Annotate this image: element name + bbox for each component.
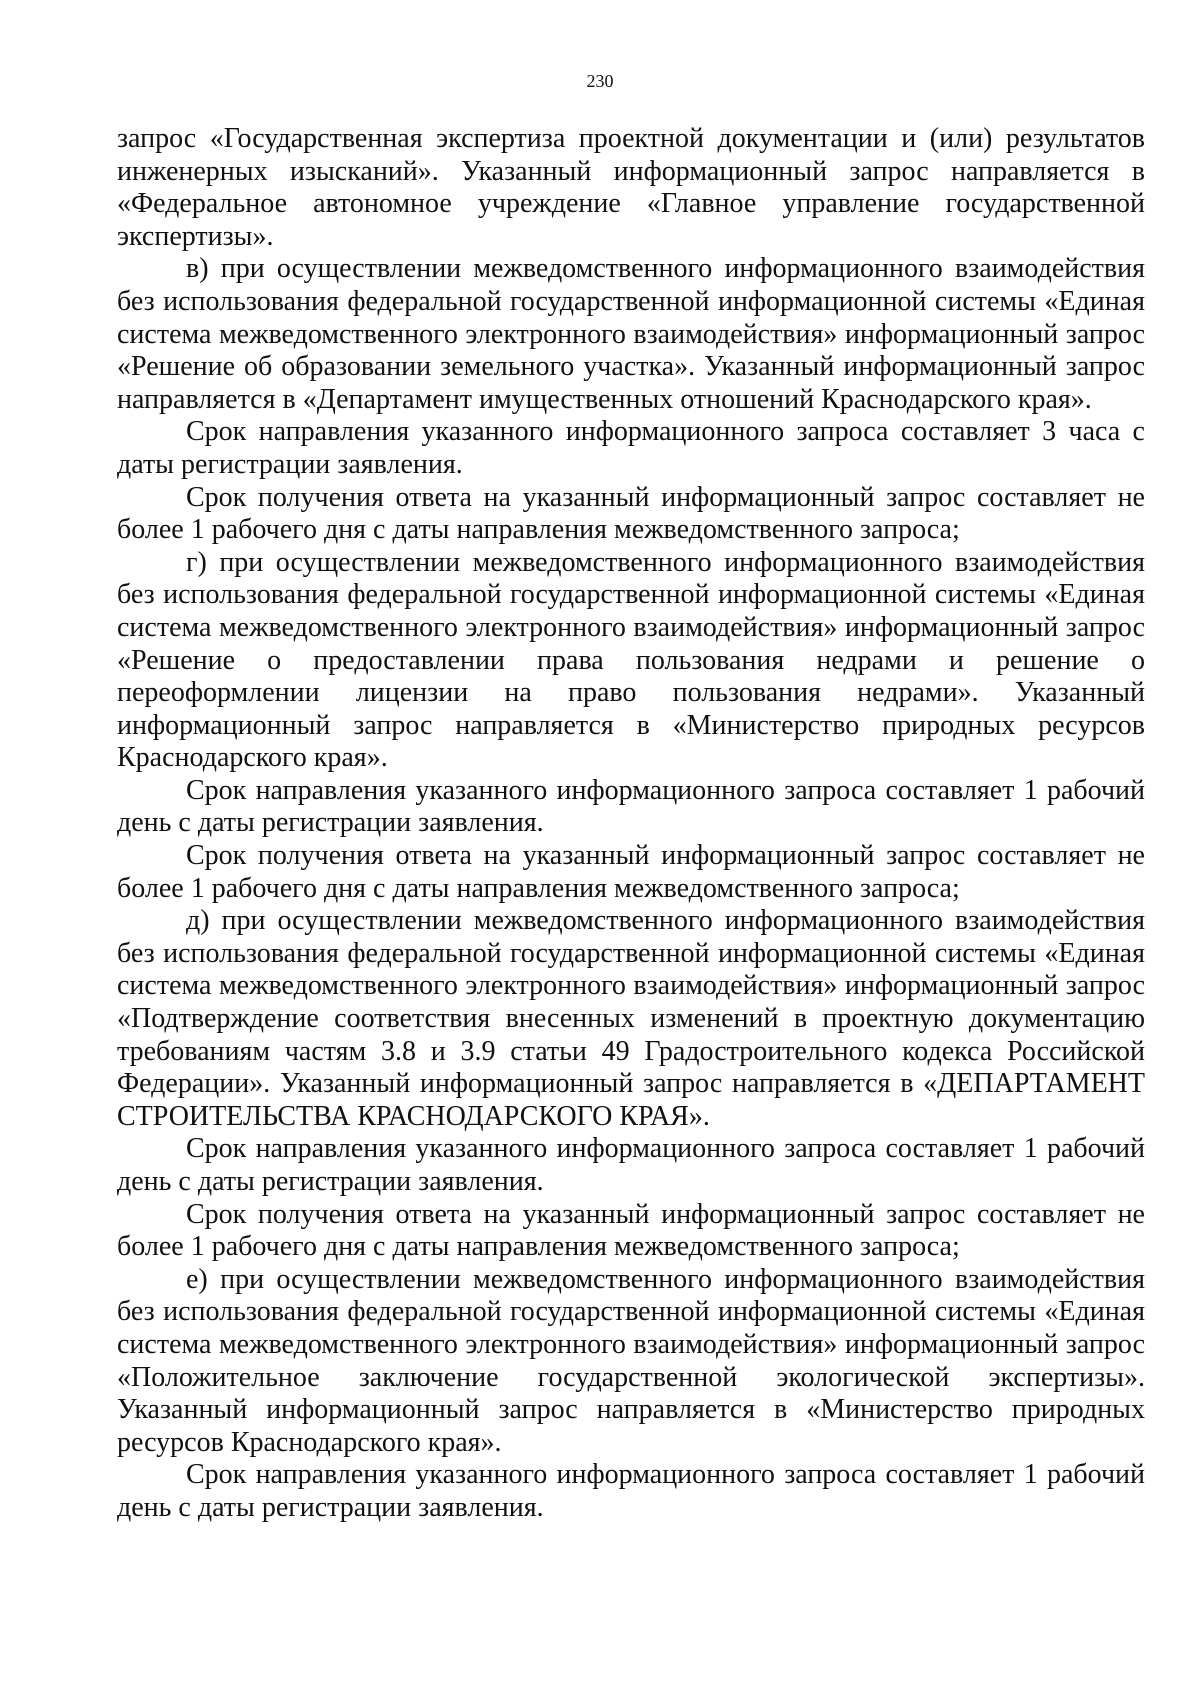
page-number: 230 bbox=[586, 71, 614, 91]
document-body bbox=[117, 123, 1145, 1525]
paragraph-send-deadline: Срок направления указанного информационного запроса составляет 1 рабочий день с даты регистрации заявления. bbox=[117, 1459, 1145, 1523]
paragraph-response-deadline: Срок получения ответа на указанный информационный запрос составляет не более 1 рабочего дня с даты направления межведомственного запроса; bbox=[117, 1198, 1145, 1263]
paragraph-response-deadline: Срок получения ответа на указанный информационный запрос составляет не более 1 рабочего дня с даты направления межведомственного запроса; bbox=[117, 481, 1145, 546]
paragraph-response-deadline: Срок получения ответа на указанный информационный запрос составляет не более 1 рабочего дня с даты направления межведомственного запроса; bbox=[117, 840, 1145, 904]
paragraph-item-v: в) при осуществлении межведомственного информационного взаимодействия без использования федеральной государственной информационной системы «Единая система межведомственного электронного взаимодействия» информационный запрос «Решение об образовании земельного участка». Указанный информационный запрос направляется в «Департамент имущественных отношений Краснодарского края». bbox=[117, 253, 1145, 415]
paragraph-item-d: д) при осуществлении межведомственного информационного взаимодействия без использования федеральной государственной информационной системы «Единая система межведомственного электронного взаимодействия» информационный запрос «Подтверждение соответствия внесенных изменений в проектную документацию требованиям частям 3.8 и 3.9 статьи 49 Градостроительного кодекса Российской Федерации». Указанный информационный запрос направляется в «ДЕПАРТАМЕНТ СТРОИТЕЛЬСТВА КРАСНОДАРСКОГО КРАЯ». bbox=[117, 905, 1145, 1132]
paragraph-send-deadline: Срок направления указанного информационного запроса составляет 1 рабочий день с даты регистрации заявления. bbox=[117, 1133, 1145, 1197]
paragraph-send-deadline: Срок направления указанного информационного запроса составляет 3 часа с даты регистрации заявления. bbox=[117, 416, 1145, 480]
paragraph-item-e: е) при осуществлении межведомственного информационного взаимодействия без использования федеральной государственной информационной системы «Единая система межведомственного электронного взаимодействия» информационный запрос «Положительное заключение государственной экологической экспертизы». Указанный информационный запрос направляется в «Министерство природных ресурсов Краснодарского края». bbox=[117, 1263, 1145, 1458]
paragraph-item-g: г) при осуществлении межведомственного информационного взаимодействия без использования федеральной государственной информационной системы «Единая система межведомственного электронного взаимодействия» информационный запрос «Решение о предоставлении права пользования недрами и решение о переоформлении лицензии на право пользования недрами». Указанный информационный запрос направляется в «Министерство природных ресурсов Краснодарского края». bbox=[117, 546, 1145, 774]
paragraph-send-deadline: Срок направления указанного информационного запроса составляет 1 рабочий день с даты регистрации заявления. bbox=[117, 774, 1145, 839]
paragraph-continuation: запрос «Государственная экспертиза проектной документации и (или) результатов инженерных изысканий». Указанный информационный запрос направляется в «Федеральное автономное учреждение «Главное управление государственной экспертизы». bbox=[117, 123, 1145, 252]
